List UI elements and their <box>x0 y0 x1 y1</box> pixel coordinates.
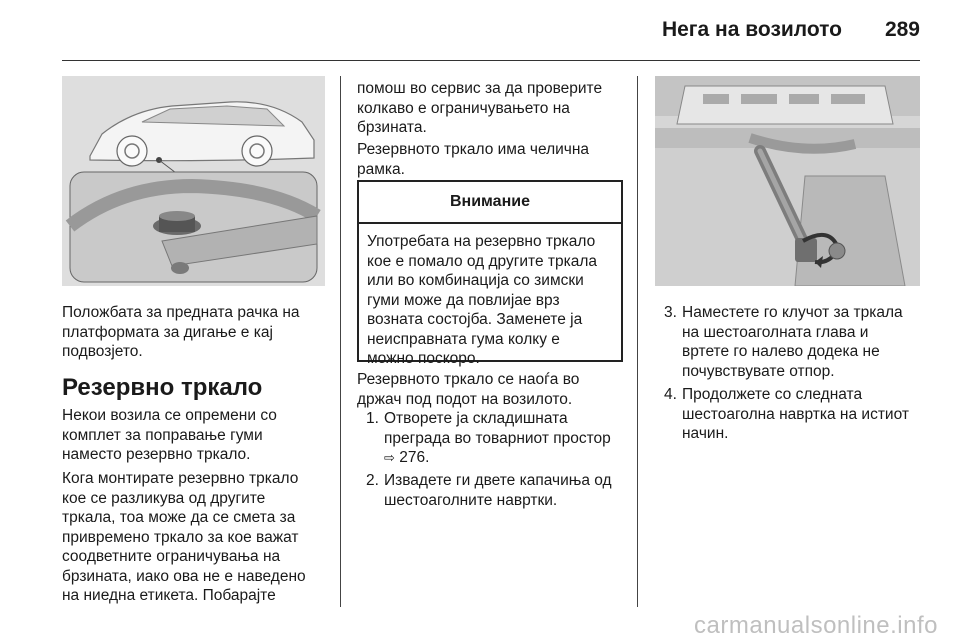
step-line: на шестоаголната глава и <box>682 323 869 341</box>
step-text <box>682 303 903 381</box>
reference-page: 276. <box>399 449 430 466</box>
paragraph-line: кое се разликува од другите <box>62 489 266 507</box>
header-rule <box>62 60 920 61</box>
paragraph-line: рамка. <box>357 160 405 178</box>
step-line: Продолжете со следната <box>682 386 863 403</box>
paragraph-line: Некои возила се опремени со <box>62 407 277 424</box>
step-line: начин. <box>682 425 729 442</box>
paragraph <box>357 79 602 138</box>
column-divider <box>637 76 638 607</box>
car-jack-point-drawing <box>62 76 325 286</box>
figure-caption <box>62 303 300 362</box>
header-title: Нега на возилото <box>661 18 842 41</box>
step-number: 1. <box>366 410 379 427</box>
warning-title: Внимание <box>359 182 621 224</box>
warning-line: неисправната гума колку е <box>367 330 560 348</box>
paragraph-line: тркала, тоа може да се смета за <box>62 509 296 526</box>
step-text <box>682 385 909 444</box>
paragraph-line: Кога монтирате резервно тркало <box>62 470 299 487</box>
page-number: 289 <box>884 18 920 41</box>
list-item <box>664 303 924 383</box>
step-number: 3. <box>664 304 677 321</box>
paragraph <box>62 469 306 606</box>
reference-arrow-icon: ⇨ <box>384 450 395 465</box>
paragraph-line: колкаво е ограничувањето на <box>357 99 570 117</box>
paragraph-line: привремено тркало за кое важат <box>62 528 299 546</box>
list-item <box>664 385 924 445</box>
caption-line: подвозјето. <box>62 343 143 360</box>
paragraph-line: брзината. <box>357 119 427 136</box>
list-item <box>366 471 626 513</box>
step-line: Извадете ги двете капачиња од <box>384 472 612 489</box>
warning-line: гуми може да повлијае врз <box>367 291 560 309</box>
warning-line: Употребата на резервно тркало <box>367 233 596 250</box>
step-line: преграда во товарниот простор <box>384 429 611 447</box>
paragraph <box>357 140 589 179</box>
section-heading: Резервно тркало <box>62 374 263 401</box>
step-text <box>384 471 612 510</box>
step-number: 4. <box>664 386 677 403</box>
warning-line: или во комбинација со зимски <box>367 272 584 289</box>
watermark: carmanualsonline.info <box>694 612 938 639</box>
paragraph-line: комплет за поправање гуми <box>62 426 263 444</box>
warning-line: возната состојба. Заменете ја <box>367 311 583 328</box>
car-jack-point-illustration <box>62 76 325 286</box>
paragraph-line: Резервното тркало се наоѓа во <box>357 371 580 388</box>
paragraph <box>357 370 579 409</box>
warning-box <box>357 180 623 367</box>
caption-line: Положбата за предната рачка на <box>62 304 300 321</box>
warning-line: кое е помало од другите тркала <box>367 252 598 270</box>
wheel-wrench-illustration <box>655 76 920 286</box>
paragraph <box>62 406 277 465</box>
step-text <box>384 409 611 468</box>
warning-body <box>359 224 621 369</box>
paragraph-line: Резервното тркало има челична <box>357 141 590 158</box>
step-reference[interactable] <box>384 448 611 468</box>
warning-line: можно поскоро. <box>367 350 480 367</box>
step-line: шестоаголните навртки. <box>384 491 558 509</box>
paragraph-line: држач под подот на возилото. <box>357 390 573 408</box>
caption-line: платформата за дигање е кај <box>62 323 273 341</box>
step-line: вртете го налево додека не <box>682 343 880 360</box>
paragraph-line: наместо резервно тркало. <box>62 446 251 463</box>
step-line: почувствувате отпор. <box>682 362 835 380</box>
page-header <box>62 18 920 58</box>
list-item <box>366 409 626 469</box>
wheel-wrench-drawing <box>655 76 920 286</box>
column-divider <box>340 76 341 607</box>
paragraph-line: помош во сервис за да проверите <box>357 80 603 97</box>
step-line: Наместете го клучот за тркала <box>682 304 903 321</box>
paragraph-line: на ниедна етикета. Побарајте <box>62 587 276 604</box>
paragraph-line: брзината, иако ова не е наведено <box>62 567 306 585</box>
step-line: шестоаголна навртка на истиот <box>682 405 909 423</box>
step-line: Отворете ја складишната <box>384 410 568 427</box>
step-number: 2. <box>366 472 379 489</box>
paragraph-line: соодветните ограничувања на <box>62 548 281 565</box>
